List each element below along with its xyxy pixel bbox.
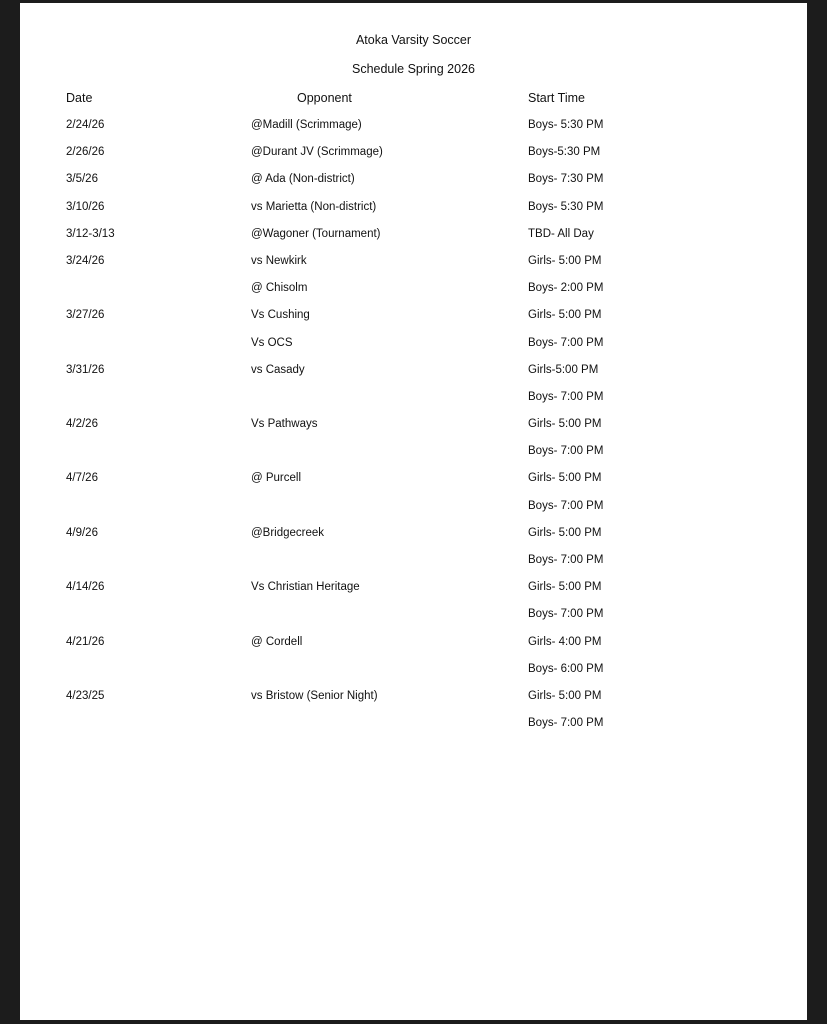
document-subtitle: Schedule Spring 2026: [351, 62, 475, 76]
row-opponent: @Durant JV (Scrimmage): [251, 146, 383, 159]
row-date: 4/9/26: [66, 526, 98, 539]
table-row: [20, 336, 807, 363]
row-date: 4/14/26: [66, 581, 105, 594]
row-opponent: vs Newkirk: [251, 254, 307, 267]
row-date: 3/10/26: [66, 200, 105, 213]
row-opponent: Vs Pathways: [251, 418, 318, 431]
row-start-time: Boys- 5:30 PM: [528, 200, 604, 213]
row-opponent: @ Purcell: [251, 472, 302, 485]
row-start-time: Girls- 4:00 PM: [528, 635, 602, 648]
row-start-time: Boys- 5:30 PM: [528, 119, 604, 131]
row-date: 2/26/26: [66, 146, 105, 159]
table-row: [20, 580, 807, 607]
row-opponent: @ Chisolm: [251, 282, 308, 295]
table-row: [20, 172, 807, 199]
row-start-time: Girls- 5:00 PM: [528, 689, 602, 702]
table-row: [20, 281, 807, 308]
table-row: [20, 227, 807, 254]
row-date: 3/31/26: [66, 363, 105, 376]
row-start-time: TBD- All Day: [528, 227, 594, 240]
table-row: [20, 118, 807, 145]
row-start-time: Boys- 7:00 PM: [528, 499, 604, 512]
row-opponent: vs Bristow (Senior Night): [251, 689, 378, 702]
table-row: [20, 526, 807, 553]
row-start-time: Boys- 7:00 PM: [528, 445, 604, 458]
row-start-time: Boys- 2:00 PM: [528, 282, 604, 295]
row-opponent: vs Casady: [251, 363, 305, 376]
table-row: [20, 308, 807, 335]
row-date: 4/23/25: [66, 689, 105, 702]
table-row: [20, 662, 807, 689]
document-title: Atoka Varsity Soccer: [355, 33, 472, 47]
table-row: [20, 417, 807, 444]
row-date: 4/21/26: [66, 635, 105, 648]
row-opponent: vs Marietta (Non-district): [251, 200, 377, 213]
row-start-time: Boys- 7:00 PM: [528, 554, 604, 566]
row-opponent: Vs OCS: [251, 336, 293, 349]
row-date: 3/27/26: [66, 309, 105, 322]
row-date: 3/12-3/13: [66, 227, 115, 240]
row-start-time: Girls- 5:00 PM: [528, 309, 602, 322]
table-row: [20, 689, 807, 716]
row-opponent: Vs Christian Heritage: [251, 581, 360, 594]
row-opponent: @ Ada (Non-district): [251, 173, 355, 186]
table-row: [20, 390, 807, 417]
column-header-opponent: Opponent: [297, 91, 352, 105]
row-start-time: Girls- 5:00 PM: [528, 581, 602, 594]
row-start-time: Boys- 6:00 PM: [528, 662, 604, 675]
row-date: 4/7/26: [66, 472, 98, 485]
row-opponent: Vs Cushing: [251, 309, 310, 322]
row-date: 3/24/26: [66, 254, 105, 267]
row-start-time: Girls- 5:00 PM: [528, 526, 602, 539]
table-row: [20, 363, 807, 390]
row-start-time: Boys- 7:00 PM: [528, 390, 604, 403]
row-date: 3/5/26: [66, 173, 98, 186]
row-start-time: Girls- 5:00 PM: [528, 472, 602, 485]
table-row: [20, 499, 807, 526]
table-row: [20, 471, 807, 498]
row-start-time: Girls- 5:00 PM: [528, 254, 602, 267]
table-row: [20, 200, 807, 227]
row-start-time: Boys-5:30 PM: [528, 146, 601, 159]
row-opponent: @Wagoner (Tournament): [251, 227, 381, 240]
row-opponent: @Madill (Scrimmage): [251, 119, 362, 131]
row-start-time: Boys- 7:00 PM: [528, 608, 604, 621]
row-date: 2/24/26: [66, 119, 105, 131]
row-opponent: @Bridgecreek: [251, 526, 325, 539]
row-start-time: Boys- 7:30 PM: [528, 173, 604, 186]
table-row: [20, 553, 807, 580]
row-start-time: Girls-5:00 PM: [528, 363, 599, 376]
row-date: 4/2/26: [66, 418, 98, 431]
row-start-time: Girls- 5:00 PM: [528, 418, 602, 431]
schedule-table: [20, 118, 807, 743]
column-header-start-time: Start Time: [528, 91, 585, 105]
table-row: [20, 254, 807, 281]
table-row: [20, 635, 807, 662]
row-start-time: Boys- 7:00 PM: [528, 336, 604, 349]
row-start-time: Boys- 7:00 PM: [528, 717, 604, 730]
table-row: [20, 716, 807, 743]
document-page: [20, 3, 807, 1020]
row-opponent: @ Cordell: [251, 635, 303, 648]
table-row: [20, 145, 807, 172]
column-header-date: Date: [66, 91, 93, 105]
table-row: [20, 444, 807, 471]
table-row: [20, 607, 807, 634]
